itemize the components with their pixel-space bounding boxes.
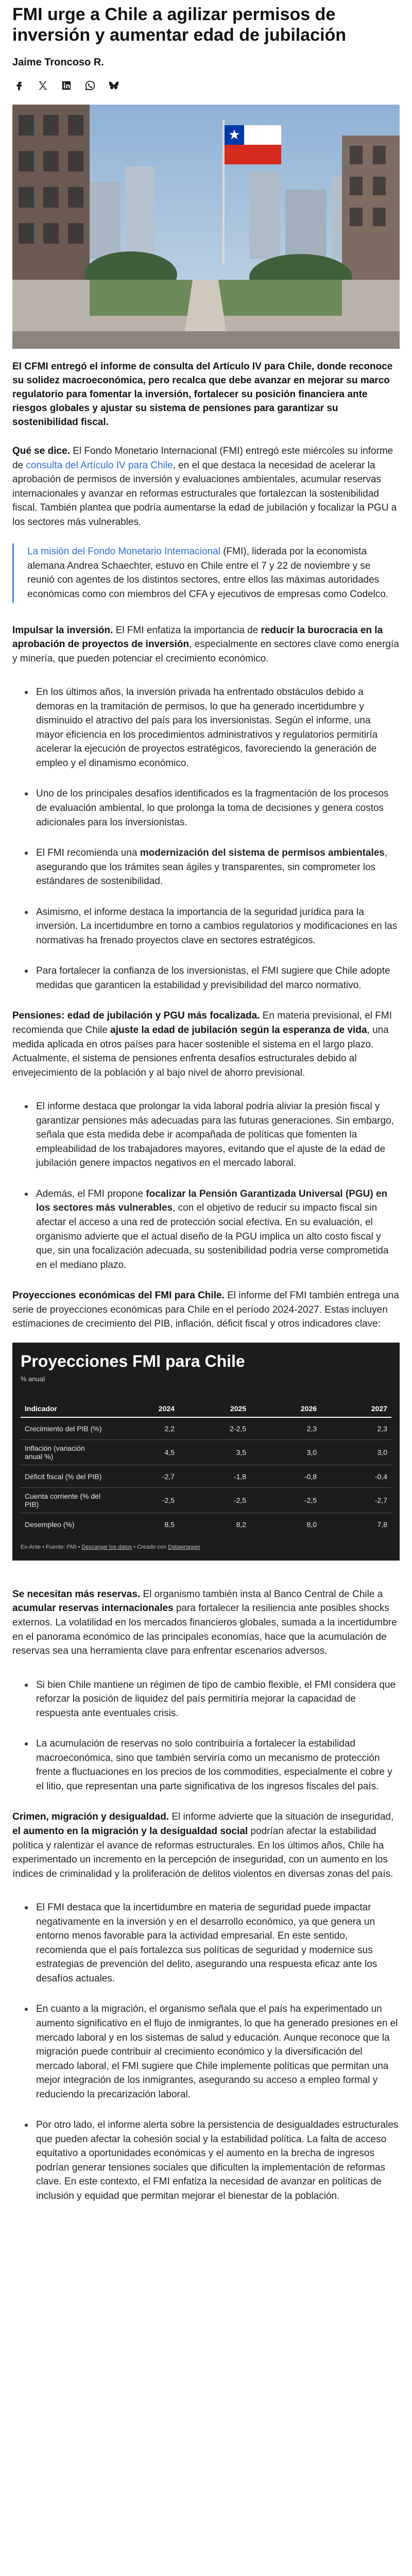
facebook-icon[interactable] (12, 79, 26, 92)
investment-text-1: El FMI enfatiza la importancia de (113, 624, 261, 636)
investment-text-2: , especialmente en sectores clave como energía y minería, que pueden potenciar el crecimiento económico. (12, 639, 399, 664)
intro-text-2: , en el que destaca la necesidad de acelerar la aprobación de permisos de inversión y evaluaciones ambientales, acumular reservas internacionales y avanzar en reformas estructurales que fortalezcan la sostenibilidad fiscal. También plantea que podría aumentarse la edad de jubilación y focalizar la PGU a los sectores más vulnerables. (12, 460, 397, 528)
datawrapper-link[interactable]: Datawrapper (168, 1544, 201, 1550)
callout-quote (12, 544, 400, 602)
table-cell: 3,0 (250, 1440, 321, 1465)
table-row (21, 1513, 391, 1536)
column-header: 2026 (250, 1400, 321, 1417)
projections-label: Proyecciones económicas del FMI para Chile. (12, 1290, 225, 1301)
list-item (12, 1187, 400, 1272)
list-item-text-1: Además, el FMI propone (36, 1188, 146, 1199)
table-row (21, 1440, 391, 1465)
paragraph-investment (12, 623, 400, 666)
crime-bold: el aumento en la migración y la desigualdad social (12, 1825, 248, 1837)
table-cell: -2,7 (108, 1465, 179, 1488)
imf-mission-link[interactable]: La misión del Fondo Monetario Internacional (27, 546, 220, 557)
reserves-text-2: para fortalecer la resiliencia ante posibles shocks externos. La volatilidad en los mercados financieros globales, sumada a la incertidumbre en el panorama económico de las principales economías, hace que la acumulación de reservas sea una herramienta clave para enfrentar escenarios adversos. (12, 1603, 397, 1657)
reserves-label: Se necesitan más reservas. (12, 1588, 141, 1600)
crime-text-1: El informe advierte que la situación de inseguridad, (169, 1811, 394, 1823)
table-cell: -2,5 (108, 1488, 179, 1513)
paragraph-projections (12, 1289, 400, 1331)
pensions-label: Pensiones: edad de jubilación y PGU más focalizada. (12, 1010, 260, 1022)
list-item: En cuanto a la migración, el organismo señala que el país ha experimentado un aumento significativo en el flujo de inmigrantes, lo que ha generado presiones en el mercado laboral y en los sistemas de salud y educación. Aunque reconoce que la migración puede contribuir al crecimiento económico y la diversificación del mercado laboral, el FMI sugiere que Chile implemente políticas que permitan una mejor integración de los inmigrantes, asegurando su acceso a empleo formal y reduciendo la precarización laboral. (12, 2002, 400, 2102)
investment-bold: reducir la burocracia en la aprobación de proyectos de inversión (12, 624, 383, 650)
crime-label: Crimen, migración y desigualdad. (12, 1811, 169, 1823)
table-cell: -1,8 (179, 1465, 250, 1488)
list-item (12, 846, 400, 889)
list-item: Por otro lado, el informe alerta sobre la persistencia de desigualdades estructurales que pueden afectar la cohesión social y la estabilidad política. La falta de acceso equitativo a oportunidades económicas y el aumento en la brecha de ingresos podrían generar tensiones sociales que dificulten la implementación de reformas clave. En este contexto, el FMI enfatiza la necesidad de avanzar en políticas de inclusión y equidad que permitan mejorar el bienestar de la población. (12, 2118, 400, 2203)
list-item: Uno de los principales desafíos identificados es la fragmentación de los procesos de evaluación ambiental, lo que prolonga la toma de decisiones y genera costos adicionales para los inversionistas. (12, 787, 400, 829)
pensions-bullet-list (12, 1099, 400, 1272)
chart-source (21, 1544, 391, 1550)
hero-photo-santiago-chilean-flag (12, 105, 400, 349)
pensions-text-2: , una medida aplicada en otros países para hacer sostenible el sistema en el largo plazo. Actualmente, el sistema de pensiones enfrenta desafíos estructurales debido al envejecimiento de la población y al bajo nivel de ahorro previsional. (12, 1025, 389, 1078)
crime-text-2: podrían afectar la estabilidad política y ralentizar el avance de reformas estructurales. En los últimos años, Chile ha experimentado un incremento en la percepción de inseguridad, con un aumento en los índices de criminalidad y la proliferación de delitos violentos en diversas zonas del país. (12, 1825, 393, 1879)
article-headline: FMI urge a Chile a agilizar permisos de inversión y aumentar edad de jubilación (12, 5, 347, 45)
pensions-text-1: En materia previsional, el FMI recomienda que Chile (12, 1010, 392, 1036)
reserves-text-1: El organismo también insta al Banco Central de Chile a (140, 1588, 383, 1600)
list-item-text-1: El FMI recomienda una (36, 848, 140, 859)
table-cell: 2,2 (108, 1417, 179, 1440)
row-label: Desempleo (%) (25, 1520, 75, 1529)
x-icon[interactable] (36, 79, 49, 92)
chart-title: Proyecciones FMI para Chile (21, 1351, 245, 1370)
row-label: Cuenta corriente (% del PIB) (21, 1488, 108, 1513)
table-cell: 2,3 (250, 1417, 321, 1440)
chart-unit: % anual (21, 1375, 45, 1383)
column-header: 2027 (321, 1400, 391, 1417)
column-header: 2024 (108, 1400, 179, 1417)
row-label: Crecimiento del PIB (%) (21, 1417, 108, 1440)
list-item-text-2: , con el objetivo de reducir su impacto fiscal sin afectar el acceso a una red de protección social efectiva. En su evaluación, el organismo advierte que el actual diseño de la PGU implica un alto costo fiscal y que, sin una focalización adecuada, su sostenibilidad podría verse comprometida en el mediano plazo. (36, 1202, 389, 1270)
paragraph-crime (12, 1810, 400, 1881)
hero-illustration (12, 105, 400, 349)
table-cell: 2,3 (321, 1417, 391, 1440)
row-label: Déficit fiscal (% del PIB) (21, 1465, 108, 1488)
table-row (21, 1465, 391, 1488)
table-header-row (21, 1400, 391, 1417)
article-iv-link[interactable]: consulta del Artículo IV para Chile (26, 460, 173, 471)
paragraph-intro (12, 444, 400, 529)
table-row (21, 1417, 391, 1440)
projections-text: El informe del FMI también entrega una serie de proyecciones económicas para Chile en el período 2024-2027. Estas incluyen estimaciones de crecimiento del PIB, inflación, déficit fiscal y otros indicadores clave: (12, 1290, 399, 1330)
list-item-bold: focalizar la Pensión Garantizada Universal (PGU) en los sectores más vulnerables (36, 1188, 388, 1214)
table-cell: -2,5 (250, 1488, 321, 1513)
chart-source-mid: • Creado con (132, 1544, 168, 1550)
list-item: Asimismo, el informe destaca la importancia de la seguridad jurídica para la inversión. La incertidumbre en torno a cambios regulatorios y modificaciones en las normativas ha frenado proyectos clave en sectores estratégicos. (12, 905, 400, 948)
list-item: En los últimos años, la inversión privada ha enfrentado obstáculos debido a demoras en la tramitación de permisos, lo que ha generado incertidumbre y disminuido el atractivo del país para los inversionistas. Según el informe, una mayor eficiencia en los procedimientos administrativos y regulatorios permitiría acelerar la ejecución de proyectos estratégicos, favoreciendo la generación de empleo y el dinamismo económico. (12, 685, 400, 770)
intro-text-1: El Fondo Monetario Internacional (FMI) entregó este miércoles su informe de (12, 446, 393, 471)
table-cell: 8,5 (164, 1520, 175, 1529)
list-item-text-2: , asegurando que los trámites sean ágiles y transparentes, sin comprometer los estándares de sostenibilidad. (36, 848, 388, 887)
linkedin-icon[interactable] (60, 79, 73, 92)
intro-label: Qué se dice. (12, 446, 70, 457)
table-cell: 3,0 (321, 1440, 391, 1465)
pensions-bold: ajuste la edad de jubilación según la esperanza de vida (110, 1025, 367, 1036)
table-cell: -0,8 (250, 1465, 321, 1488)
table-cell: 8,2 (236, 1520, 247, 1529)
investment-label: Impulsar la inversión. (12, 624, 113, 636)
table-cell: 2-2,5 (179, 1417, 250, 1440)
column-header: 2025 (179, 1400, 250, 1417)
table-cell: 3,5 (179, 1440, 250, 1465)
investment-bullet-list (12, 685, 400, 992)
download-data-link[interactable]: Descargar los datos (81, 1544, 132, 1550)
table-row (21, 1488, 391, 1513)
table-cell: -2,5 (179, 1488, 250, 1513)
table-cell: 8,0 (306, 1520, 317, 1529)
projections-table-chart (12, 1343, 400, 1561)
whatsapp-icon[interactable] (83, 79, 97, 92)
share-bar (12, 79, 400, 92)
article-lede: El CFMI entregó el informe de consulta del Artículo IV para Chile, donde reconoce su solidez macroeconómica, pero recalca que debe avanzar en mejorar su marco regulatorio para fomentar la inversión, fortalecer su posición financiera ante riesgos globales y ajustar su sistema de pensiones para garantizar su sostenibilidad fiscal. (12, 361, 393, 428)
column-header: Indicador (21, 1400, 108, 1417)
paragraph-reserves (12, 1587, 400, 1658)
list-item: El informe destaca que prolongar la vida laboral podría aliviar la presión fiscal y garantizar pensiones más adecuadas para las futuras generaciones. Sin embargo, señala que esta medida debe ir acompañada de políticas que fomenten la empleabilidad de los trabajadores mayores, evitando que el ajuste de la edad de jubilación genere impactos negativos en el mercado laboral. (12, 1099, 400, 1171)
bluesky-icon[interactable] (107, 79, 121, 92)
table-cell: -0,4 (321, 1465, 391, 1488)
projections-table (21, 1400, 391, 1536)
table-cell: -2,7 (321, 1488, 391, 1513)
paragraph-pensions (12, 1009, 400, 1080)
table-cell: 7,8 (377, 1520, 387, 1529)
article-author[interactable]: Jaime Troncoso R. (12, 57, 104, 69)
chart-source-prefix: Ex-Ante • Fuente: FMI • (21, 1544, 82, 1550)
list-item: Para fortalecer la confianza de los inversionistas, el FMI sugiere que Chile adopte medidas que garanticen la estabilidad y previsibilidad del marco normativo. (12, 964, 400, 992)
row-label: Inflación (variación anual %) (21, 1440, 108, 1465)
table-cell: 4,5 (108, 1440, 179, 1465)
list-item: La acumulación de reservas no solo contribuiría a fortalecer la estabilidad macroeconómica, sino que también serviría como un mecanismo de protección frente a fluctuaciones en los precios de los commodities, especialmente el cobre y el litio, que representan una parte significativa de los ingresos fiscales del país. (12, 1737, 400, 1793)
reserves-bullet-list (12, 1678, 400, 1794)
list-item: Si bien Chile mantiene un régimen de tipo de cambio flexible, el FMI considera que reforzar la posición de liquidez del país permitiría mejorar la capacidad de respuesta ante eventuales crisis. (12, 1678, 400, 1721)
quote-text: (FMI), liderada por la economista alemana Andrea Schaechter, estuvo en Chile entre el 7 y 22 de noviembre y se reunió con agentes de los distintos sectores, entre ellos las máximas autoridades económicas como con miembros del CFA y ejecutivos de empresas como Codelco. (27, 546, 389, 600)
crime-bullet-list (12, 1901, 400, 2203)
list-item-bold: modernización del sistema de permisos ambientales (140, 848, 385, 859)
reserves-bold: acumular reservas internacionales (12, 1603, 174, 1614)
list-item: El FMI destaca que la incertidumbre en materia de seguridad puede impactar negativamente en la inversión y en el desarrollo económico, ya que genera un entorno menos favorable para la actividad empresarial. En este sentido, recomienda que el país fortalezca sus políticas de seguridad y modernice sus estrategias de prevención del delito, asegurando una respuesta eficaz ante los desafíos actuales. (12, 1901, 400, 1986)
